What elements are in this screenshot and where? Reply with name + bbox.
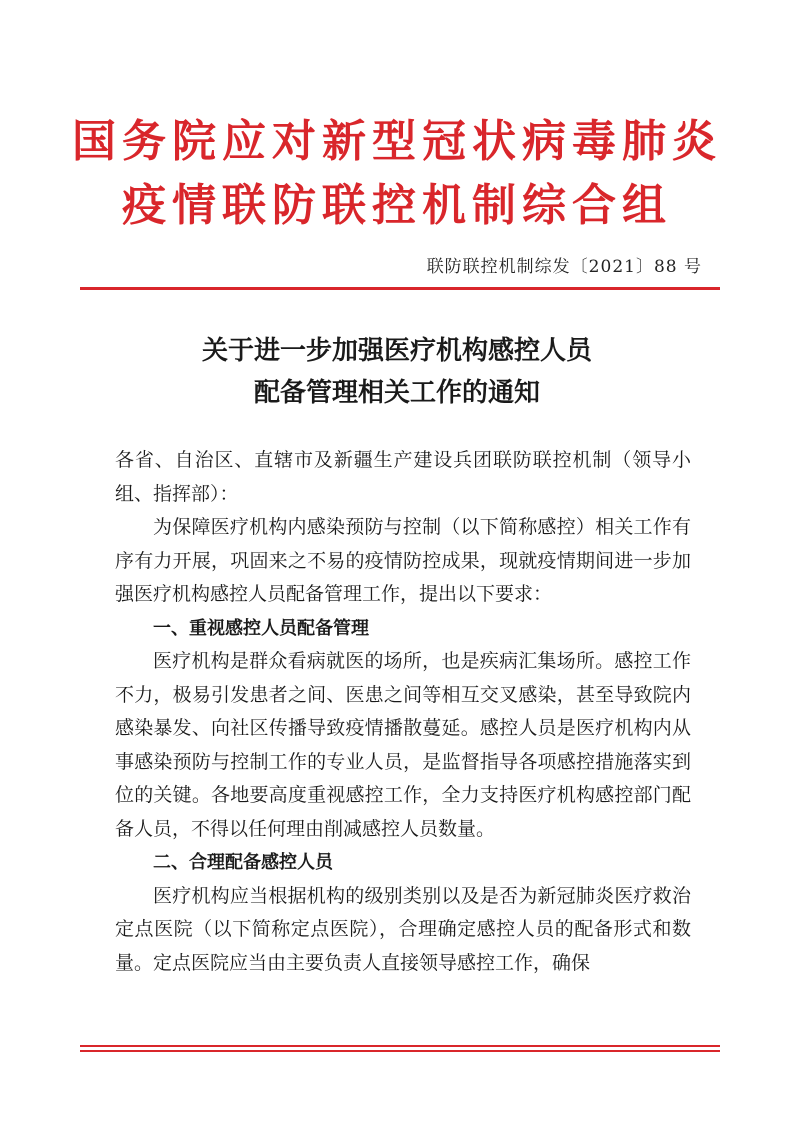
- section-2-paragraph: 医疗机构应当根据机构的级别类别以及是否为新冠肺炎医疗救治定点医院（以下简称定点医院），合理确定感控人员的配备形式和数量。定点医院应当由主要负责人直接领导感控工作，确保: [115, 884, 691, 974]
- bottom-red-rule-1: [80, 1045, 720, 1047]
- top-red-rule: [80, 287, 720, 290]
- bottom-red-rule-2: [80, 1050, 720, 1052]
- document-title: [0, 330, 794, 414]
- header-line-2: 疫情联防联控机制综合组: [122, 180, 672, 231]
- header-line-1: 国务院应对新型冠状病毒肺炎: [72, 116, 722, 167]
- section-1-heading: 一、重视感控人员配备管理: [153, 617, 369, 639]
- document-number: 联防联控机制综发〔2021〕88 号: [426, 257, 702, 277]
- document-body: [115, 444, 691, 980]
- issuing-authority-header: [0, 110, 794, 238]
- title-line-1: 关于进一步加强医疗机构感控人员: [201, 336, 592, 366]
- title-line-2: 配备管理相关工作的通知: [253, 378, 540, 408]
- section-2-heading: 二、合理配备感控人员: [153, 852, 333, 873]
- section-1-paragraph: 医疗机构是群众看病就医的场所，也是疾病汇集场所。感控工作不力，极易引发患者之间、医患之间等相互交叉感染，甚至导致院内感染暴发、向社区传播导致疫情播散蔓延。感控人员是医疗机构内从事感染预防与控制工作的专业人员，是监督指导各项感控措施落实到位的关键。各地要高度重视感控工作，全力支持医疗机构感控部门配备人员，不得以任何理由削减感控人员数量。: [115, 650, 691, 840]
- intro-paragraph: 为保障医疗机构内感染预防与控制（以下简称感控）相关工作有序有力开展，巩固来之不易的疫情防控成果，现就疫情期间进一步加强医疗机构感控人员配备管理工作，提出以下要求：: [115, 516, 691, 605]
- addressee: 各省、自治区、直辖市及新疆生产建设兵团联防联控机制（领导小组、指挥部）：: [115, 449, 691, 505]
